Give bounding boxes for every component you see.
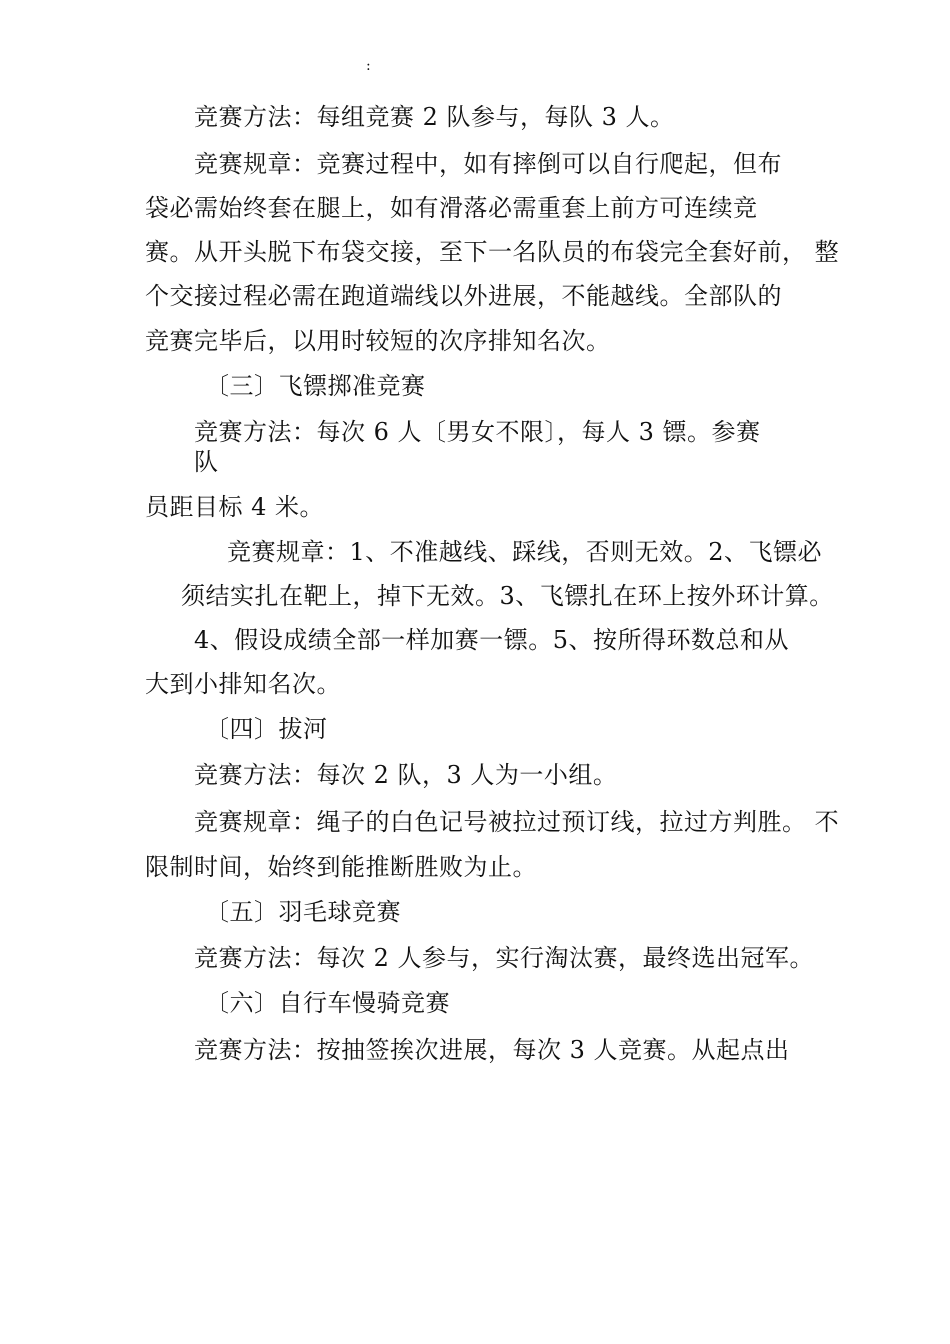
paragraph-line: 竞赛规章：1、不准越线、踩线，否则无效。2、飞镖必 bbox=[227, 538, 823, 566]
paragraph-line: 竞赛规章：竞赛过程中，如有摔倒可以自行爬起，但布 bbox=[194, 150, 782, 178]
paragraph-line: 竞赛方法：每次 2 队，3 人为一小组。 bbox=[194, 761, 618, 789]
section-heading: 〔三〕飞镖掷准竞赛 bbox=[205, 372, 426, 400]
section-heading: 〔四〕拔河 bbox=[205, 715, 328, 743]
paragraph-line: 个交接过程必需在跑道端线以外进展，不能越线。全部队的 bbox=[145, 282, 782, 310]
paragraph-line: 员距目标 4 米。 bbox=[145, 493, 325, 521]
paragraph-line: 竞赛方法：每次 2 人参与，实行淘汰赛，最终选出冠军。 bbox=[194, 944, 815, 972]
paragraph-line: 竞赛方法：每次 6 人〔男女不限〕，每人 3 镖。参赛 bbox=[194, 418, 761, 446]
section-heading: 〔六〕自行车慢骑竞赛 bbox=[205, 989, 450, 1017]
paragraph-line: 4、假设成绩全部一样加赛一镖。5、按所得环数总和从 bbox=[194, 626, 790, 654]
page-mark: : bbox=[366, 58, 371, 74]
paragraph-line: 竞赛方法：按抽签挨次进展，每次 3 人竞赛。从起点出 bbox=[194, 1036, 790, 1064]
paragraph-line: 大到小排知名次。 bbox=[145, 670, 341, 698]
section-heading: 〔五〕羽毛球竞赛 bbox=[205, 898, 401, 926]
paragraph-line: 须结实扎在靶上，掉下无效。3、飞镖扎在环上按外环计算。 bbox=[181, 582, 834, 610]
paragraph-line: 竞赛方法：每组竞赛 2 队参与，每队 3 人。 bbox=[194, 103, 675, 131]
paragraph-line: 队 bbox=[194, 448, 219, 476]
paragraph-line: 竞赛完毕后，以用时较短的次序排知名次。 bbox=[145, 327, 611, 355]
paragraph-line: 限制时间，始终到能推断胜败为止。 bbox=[145, 853, 537, 881]
paragraph-line: 袋必需始终套在腿上，如有滑落必需重套上前方可连续竞 bbox=[145, 194, 758, 222]
paragraph-line: 竞赛规章：绳子的白色记号被拉过预订线，拉过方判胜。 不 bbox=[194, 808, 840, 836]
paragraph-line: 赛。从开头脱下布袋交接，至下一名队员的布袋完全套好前， 整 bbox=[145, 238, 840, 266]
